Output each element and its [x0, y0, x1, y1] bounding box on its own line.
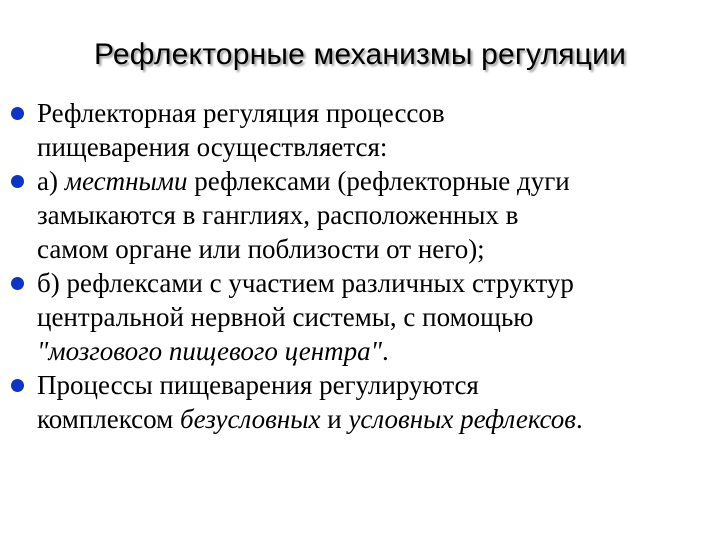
bullet-4-italic-conditioned: условных рефлексов — [348, 404, 577, 434]
bullet-2-line-2: замыкаются в ганглиях, расположенных в — [37, 200, 519, 230]
bullet-3-line-3 — [37, 334, 389, 368]
bullet-4-conjunction: и — [320, 404, 349, 434]
bullet-2-line-3: самом органе или поблизости от него); — [37, 234, 485, 264]
bullet-1-line-1: Рефлекторная регуляция процессов — [37, 98, 445, 128]
bullet-2-rest: рефлексами (рефлекторные дуги — [187, 166, 570, 196]
bullet-4-prefix: комплексом — [37, 404, 180, 434]
bullet-icon — [11, 277, 24, 290]
bullet-4-italic-unconditioned: безусловных — [179, 404, 321, 434]
bullet-icon — [11, 175, 24, 188]
bullet-2-line-1 — [37, 164, 570, 198]
bullet-4-line-2 — [37, 402, 583, 436]
bullet-icon — [11, 107, 24, 120]
bullet-3-period: . — [382, 336, 389, 366]
bullet-4-period: . — [576, 404, 583, 434]
slide-title: Рефлекторные механизмы регуляции — [93, 38, 627, 71]
bullet-4-line-1: Процессы пищеварения регулируются — [37, 370, 479, 400]
bullet-3-italic-center: "мозгового пищевого центра" — [37, 336, 383, 366]
bullet-icon — [11, 379, 24, 392]
bullet-3-line-2: центральной нервной системы, с помощью — [37, 302, 534, 332]
bullet-1-line-2: пищеварения осуществляется: — [37, 132, 388, 162]
bullet-2-prefix: а) — [37, 166, 65, 196]
bullet-2-italic-local: местными — [64, 166, 188, 196]
bullet-3-line-1: б) рефлексами с участием различных структур — [37, 268, 574, 298]
